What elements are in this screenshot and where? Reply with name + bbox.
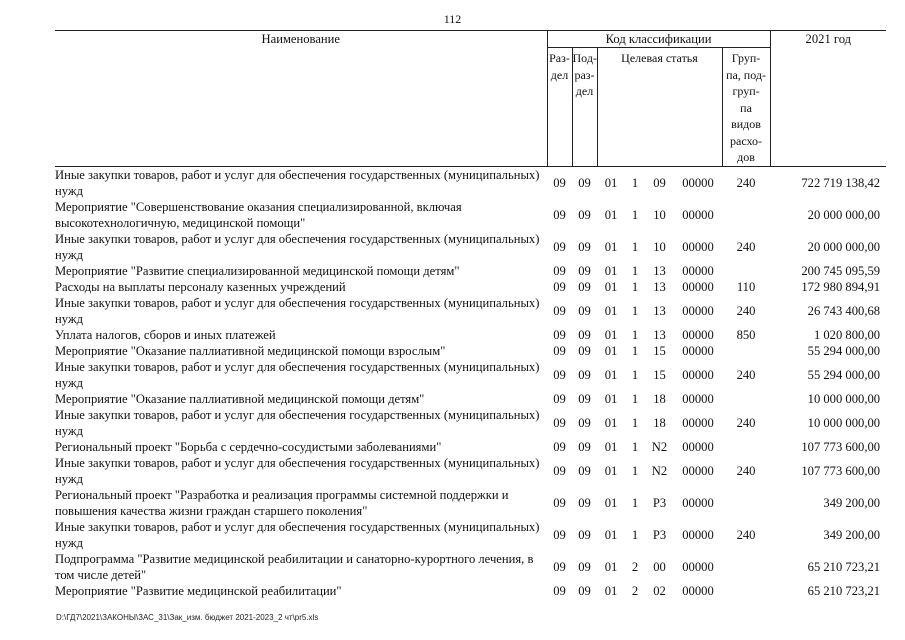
row-razdel: 09	[553, 527, 566, 542]
row-podrazdel: 09	[578, 559, 591, 574]
row-razdel: 09	[553, 239, 566, 254]
row-razdel: 09	[553, 175, 566, 190]
row-target-subprogram: 1	[631, 207, 639, 222]
row-name: Иные закупки товаров, работ и услуг для обеспечения государственных (муниципальных) нужд	[55, 519, 540, 550]
row-podrazdel: 09	[578, 263, 591, 278]
row-target-event: 15	[653, 343, 666, 358]
row-amount: 10 000 000,00	[807, 415, 881, 430]
row-amount: 26 743 400,68	[807, 303, 881, 318]
row-target-direction: 00000	[682, 583, 714, 598]
row-expense-type	[722, 391, 770, 407]
row-expense-type	[722, 343, 770, 359]
row-target-direction: 00000	[682, 391, 714, 406]
row-target-direction: 00000	[682, 207, 714, 222]
row-razdel: 09	[553, 559, 566, 574]
row-target-program: 01	[604, 303, 618, 318]
table-row	[55, 407, 886, 439]
row-amount: 20 000 000,00	[807, 239, 881, 254]
row-podrazdel: 09	[578, 279, 591, 294]
row-target-program: 01	[604, 439, 618, 454]
row-target-subprogram: 1	[631, 367, 639, 382]
header-razdel: Раз- дел	[547, 48, 572, 167]
row-target-program: 01	[604, 207, 618, 222]
row-target-program: 01	[604, 343, 618, 358]
header-target: Целевая статья	[597, 48, 722, 167]
row-expense-type	[722, 487, 770, 519]
file-path-footer: D:\ГД7\2021\ЗАКОНЫ\ЗАС_31\Зак_изм. бюджет 2021-2023_2 чт\pr5.xls	[56, 613, 319, 622]
row-target-event: P3	[652, 495, 667, 510]
row-target-subprogram: 1	[631, 415, 639, 430]
header-name: Наименование	[55, 31, 547, 167]
row-amount: 55 294 000,00	[807, 367, 881, 382]
row-target-direction: 00000	[682, 527, 714, 542]
row-expense-type: 240	[736, 239, 756, 254]
row-target-program: 01	[604, 263, 618, 278]
budget-table	[55, 30, 886, 599]
row-target-event: N2	[651, 463, 668, 478]
row-amount: 349 200,00	[823, 527, 881, 542]
table-row	[55, 199, 886, 231]
row-target-program: 01	[604, 527, 618, 542]
row-target-event: 13	[653, 327, 666, 342]
row-target-program: 01	[604, 463, 618, 478]
row-podrazdel: 09	[578, 495, 591, 510]
row-name: Расходы на выплаты персоналу казенных учреждений	[55, 279, 346, 294]
row-amount: 107 773 600,00	[801, 463, 881, 478]
header-podrazdel: Под- раз- дел	[572, 48, 597, 167]
row-target-program: 01	[604, 175, 618, 190]
row-name: Мероприятие "Оказание паллиативной медицинской помощи детям"	[55, 391, 425, 406]
row-target-subprogram: 1	[631, 463, 639, 478]
row-name: Региональный проект "Борьба с сердечно-сосудистыми заболеваниями"	[55, 439, 442, 454]
row-target-subprogram: 1	[631, 495, 639, 510]
row-razdel: 09	[553, 463, 566, 478]
row-target-direction: 00000	[682, 495, 714, 510]
row-target-direction: 00000	[682, 175, 714, 190]
row-podrazdel: 09	[578, 175, 591, 190]
table-row	[55, 583, 886, 599]
row-name: Иные закупки товаров, работ и услуг для обеспечения государственных (муниципальных) нужд	[55, 359, 540, 390]
row-target-direction: 00000	[682, 439, 714, 454]
table-row	[55, 391, 886, 407]
table-row	[55, 359, 886, 391]
row-expense-type: 240	[736, 367, 756, 382]
row-target-direction: 00000	[682, 367, 714, 382]
row-target-direction: 00000	[682, 463, 714, 478]
table-row	[55, 166, 886, 199]
row-target-program: 01	[604, 583, 618, 598]
row-podrazdel: 09	[578, 343, 591, 358]
table-row	[55, 487, 886, 519]
row-amount: 10 000 000,00	[807, 391, 881, 406]
table-row	[55, 551, 886, 583]
row-target-subprogram: 2	[631, 583, 639, 598]
row-name: Иные закупки товаров, работ и услуг для обеспечения государственных (муниципальных) нужд	[55, 455, 540, 486]
table-row	[55, 455, 886, 487]
row-target-event: P3	[652, 527, 667, 542]
table-row	[55, 231, 886, 263]
row-target-event: 13	[653, 279, 666, 294]
row-razdel: 09	[553, 343, 566, 358]
row-amount: 1 020 800,00	[813, 327, 881, 342]
row-name: Мероприятие "Совершенствование оказания специализированной, включая высокотехнологичную, медицинской помощи"	[55, 199, 462, 230]
header-year: 2021 год	[770, 31, 886, 167]
row-target-event: 00	[653, 559, 666, 574]
row-target-program: 01	[604, 367, 618, 382]
row-target-subprogram: 1	[631, 439, 639, 454]
row-razdel: 09	[553, 583, 566, 598]
row-target-program: 01	[604, 559, 618, 574]
row-podrazdel: 09	[578, 327, 591, 342]
row-podrazdel: 09	[578, 583, 591, 598]
row-target-direction: 00000	[682, 327, 714, 342]
row-target-subprogram: 1	[631, 263, 639, 278]
row-expense-type	[722, 263, 770, 279]
row-target-subprogram: 1	[631, 391, 639, 406]
row-target-direction: 00000	[682, 263, 714, 278]
row-razdel: 09	[553, 207, 566, 222]
row-target-program: 01	[604, 391, 618, 406]
row-name: Иные закупки товаров, работ и услуг для обеспечения государственных (муниципальных) нужд	[55, 407, 540, 438]
row-expense-type: 240	[736, 415, 756, 430]
row-razdel: 09	[553, 263, 566, 278]
row-amount: 200 745 095,59	[801, 263, 881, 278]
table-row	[55, 343, 886, 359]
page-number: 112	[443, 12, 462, 26]
row-razdel: 09	[553, 439, 566, 454]
row-razdel: 09	[553, 391, 566, 406]
row-razdel: 09	[553, 367, 566, 382]
row-target-event: 10	[653, 207, 666, 222]
row-amount: 349 200,00	[823, 495, 881, 510]
row-target-program: 01	[604, 327, 618, 342]
row-target-program: 01	[604, 495, 618, 510]
row-target-direction: 00000	[682, 279, 714, 294]
row-razdel: 09	[553, 415, 566, 430]
row-target-event: 13	[653, 303, 666, 318]
row-amount: 55 294 000,00	[807, 343, 881, 358]
row-target-event: 09	[653, 175, 666, 190]
row-target-subprogram: 1	[631, 303, 639, 318]
row-target-subprogram: 1	[631, 279, 639, 294]
row-target-subprogram: 1	[631, 527, 639, 542]
row-target-subprogram: 2	[631, 559, 639, 574]
row-target-program: 01	[604, 239, 618, 254]
row-target-subprogram: 1	[631, 175, 639, 190]
row-target-event: 02	[653, 583, 666, 598]
row-target-direction: 00000	[682, 343, 714, 358]
row-expense-type: 240	[736, 175, 756, 190]
header-classification: Код классификации	[547, 31, 770, 48]
row-name: Мероприятие "Развитие медицинской реабилитации"	[55, 583, 342, 598]
row-name: Иные закупки товаров, работ и услуг для обеспечения государственных (муниципальных) нужд	[55, 167, 540, 198]
row-target-event: 10	[653, 239, 666, 254]
row-expense-type: 850	[736, 327, 756, 342]
row-target-event: 13	[653, 263, 666, 278]
row-expense-type	[722, 551, 770, 583]
table-row	[55, 439, 886, 455]
row-target-direction: 00000	[682, 239, 714, 254]
table-row	[55, 279, 886, 295]
row-target-direction: 00000	[682, 559, 714, 574]
table-row	[55, 295, 886, 327]
row-razdel: 09	[553, 303, 566, 318]
row-expense-type	[722, 199, 770, 231]
row-amount: 65 210 723,21	[807, 583, 881, 598]
row-name: Иные закупки товаров, работ и услуг для обеспечения государственных (муниципальных) нужд	[55, 231, 540, 262]
row-podrazdel: 09	[578, 367, 591, 382]
row-amount: 107 773 600,00	[801, 439, 881, 454]
row-razdel: 09	[553, 495, 566, 510]
row-target-subprogram: 1	[631, 239, 639, 254]
header-row-top	[55, 31, 886, 48]
row-razdel: 09	[553, 279, 566, 294]
row-target-event: 18	[653, 415, 666, 430]
row-amount: 722 719 138,42	[801, 175, 881, 190]
table-row	[55, 263, 886, 279]
row-target-direction: 00000	[682, 415, 714, 430]
table-row	[55, 519, 886, 551]
row-target-event: 15	[653, 367, 666, 382]
row-target-program: 01	[604, 415, 618, 430]
row-podrazdel: 09	[578, 415, 591, 430]
row-target-subprogram: 1	[631, 343, 639, 358]
row-razdel: 09	[553, 327, 566, 342]
row-target-subprogram: 1	[631, 327, 639, 342]
row-amount: 65 210 723,21	[807, 559, 881, 574]
row-name: Иные закупки товаров, работ и услуг для обеспечения государственных (муниципальных) нужд	[55, 295, 540, 326]
row-name: Мероприятие "Оказание паллиативной медицинской помощи взрослым"	[55, 343, 446, 358]
row-podrazdel: 09	[578, 463, 591, 478]
row-name: Уплата налогов, сборов и иных платежей	[55, 327, 276, 342]
row-podrazdel: 09	[578, 391, 591, 406]
row-target-event: N2	[651, 439, 668, 454]
row-podrazdel: 09	[578, 439, 591, 454]
row-target-direction: 00000	[682, 303, 714, 318]
row-podrazdel: 09	[578, 239, 591, 254]
row-target-program: 01	[604, 279, 618, 294]
row-expense-type	[722, 583, 770, 599]
row-amount: 20 000 000,00	[807, 207, 881, 222]
row-amount: 172 980 894,91	[801, 279, 881, 294]
row-expense-type: 240	[736, 527, 756, 542]
row-expense-type: 110	[736, 279, 756, 294]
row-target-event: 18	[653, 391, 666, 406]
row-expense-type	[722, 439, 770, 455]
row-podrazdel: 09	[578, 527, 591, 542]
header-group: Груп- па, под- груп- па видов расхо- дов	[722, 48, 770, 167]
row-podrazdel: 09	[578, 207, 591, 222]
row-expense-type: 240	[736, 303, 756, 318]
table-row	[55, 327, 886, 343]
row-name: Подпрограмма "Развитие медицинской реабилитации и санаторно-курортного лечения, в том числе детей"	[55, 551, 534, 582]
row-name: Региональный проект "Разработка и реализация программы системной поддержки и повышения качества жизни граждан старшего поколения"	[55, 487, 509, 518]
row-name: Мероприятие "Развитие специализированной медицинской помощи детям"	[55, 263, 460, 278]
row-podrazdel: 09	[578, 303, 591, 318]
row-expense-type: 240	[736, 463, 756, 478]
